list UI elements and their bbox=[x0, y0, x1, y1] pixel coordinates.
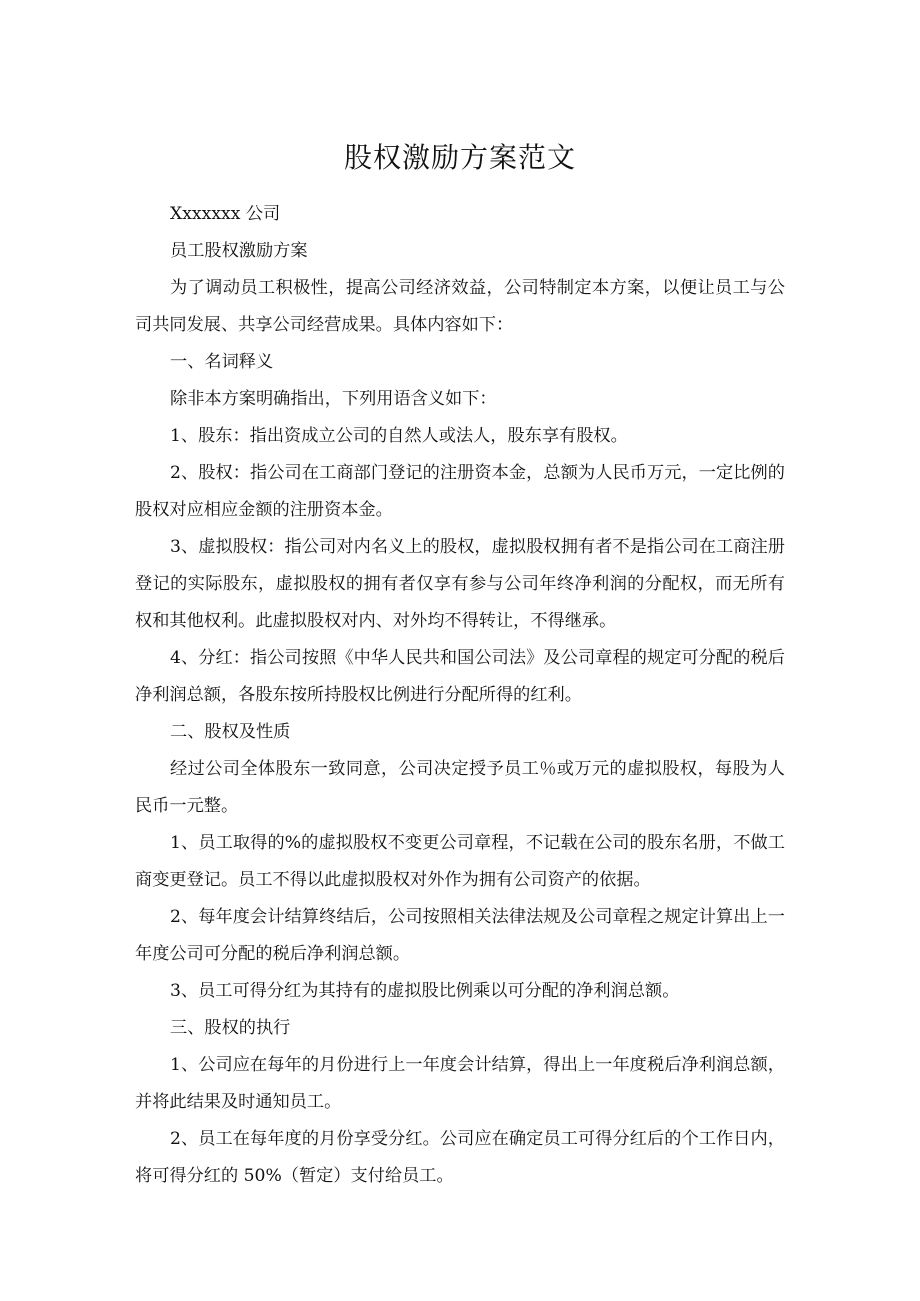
company-name: Xxxxxxx 公司 bbox=[170, 204, 281, 224]
document-title: 股权激励方案范文 bbox=[343, 141, 576, 174]
plan-name: 员工股权激励方案 bbox=[170, 241, 308, 261]
document-body bbox=[135, 196, 785, 1195]
paragraph: 除非本方案明确指出，下列用语含义如下： bbox=[170, 389, 497, 409]
paragraph: 3、虚拟股权：指公司对内名义上的股权，虚拟股权拥有者不是指公司在工商注册登记的实际股东，虚拟股权的拥有者仅享有参与公司年终净利润的分配权，而无所有权和其他权利。此虚拟股权对内、对外均不得转让，不得继承。 bbox=[135, 537, 785, 631]
paragraph: 2、每年度会计结算终结后，公司按照相关法律法规及公司章程之规定计算出上一年度公司可分配的税后净利润总额。 bbox=[135, 907, 785, 964]
paragraph: 2、员工在每年度的月份享受分红。公司应在确定员工可得分红后的个工作日内，将可得分红的 50%（暂定）支付给员工。 bbox=[135, 1129, 785, 1186]
intro-paragraph: 为了调动员工积极性，提高公司经济效益，公司特制定本方案，以便让员工与公司共同发展、共享公司经营成果。具体内容如下： bbox=[135, 278, 785, 335]
paragraph: 2、股权：指公司在工商部门登记的注册资本金，总额为人民币万元，一定比例的股权对应相应金额的注册资本金。 bbox=[135, 463, 785, 520]
section-heading-execution: 三、股权的执行 bbox=[170, 1018, 291, 1038]
paragraph: 1、员工取得的%的虚拟股权不变更公司章程，不记载在公司的股东名册，不做工商变更登记。员工不得以此虚拟股权对外作为拥有公司资产的依据。 bbox=[135, 833, 785, 890]
paragraph: 4、分红：指公司按照《中华人民共和国公司法》及公司章程的规定可分配的税后净利润总额，各股东按所持股权比例进行分配所得的红利。 bbox=[135, 648, 785, 705]
section-heading-definitions: 一、名词释义 bbox=[170, 352, 274, 372]
paragraph: 3、员工可得分红为其持有的虚拟股比例乘以可分配的净利润总额。 bbox=[170, 981, 680, 1001]
paragraph: 经过公司全体股东一致同意，公司决定授予员工％或万元的虚拟股权，每股为人民币一元整。 bbox=[135, 759, 785, 816]
section-heading-equity-nature: 二、股权及性质 bbox=[170, 722, 291, 742]
paragraph: 1、公司应在每年的月份进行上一年度会计结算，得出上一年度税后净利润总额，并将此结果及时通知员工。 bbox=[135, 1055, 785, 1112]
paragraph: 1、股东：指出资成立公司的自然人或法人，股东享有股权。 bbox=[170, 426, 628, 446]
